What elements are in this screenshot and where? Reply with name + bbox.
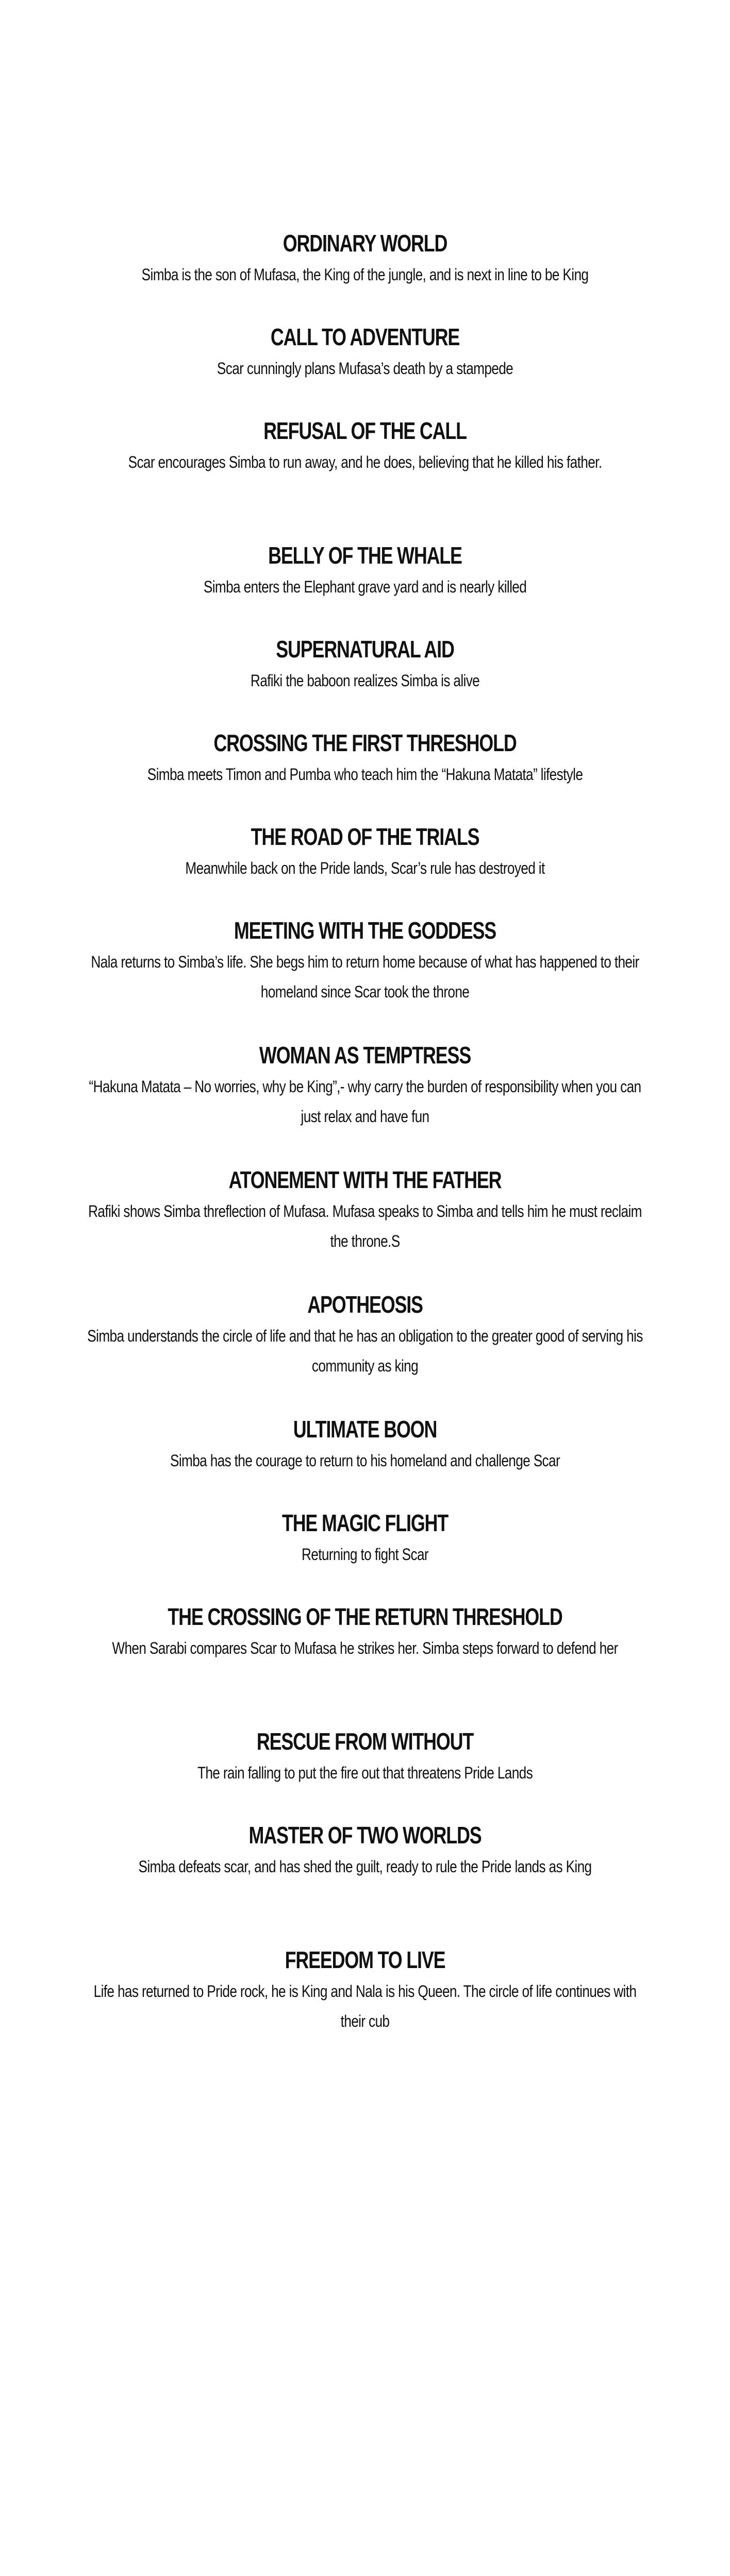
stage-description: The rain falling to put the fire out that threatens Pride Lands (197, 1764, 533, 1782)
stage-description: Meanwhile back on the Pride lands, Scar’s rule has destroyed it (185, 859, 545, 877)
stage-the-magic-flight (72, 1506, 658, 1600)
stage-title: CROSSING THE FIRST THRESHOLD (213, 730, 517, 756)
stage-call-to-adventure (72, 320, 658, 414)
stage-atonement-with-the-father (72, 1163, 658, 1288)
stage-supernatural-aid (72, 633, 658, 726)
stage-title: WOMAN AS TEMPTRESS (259, 1042, 471, 1069)
stage-title: BELLY OF THE WHALE (268, 542, 462, 569)
stage-title: MEETING WITH THE GODDESS (234, 917, 496, 944)
stage-ordinary-world (72, 227, 658, 320)
stage-refusal-of-the-call (72, 414, 658, 539)
stage-title: ORDINARY WORLD (283, 230, 447, 257)
stage-freedom-to-live (72, 1943, 658, 2068)
stage-belly-of-the-whale (72, 539, 658, 633)
stage-description: Simba meets Timon and Pumba who teach him the “Hakuna Matata” lifestyle (147, 765, 583, 784)
stage-title: SUPERNATURAL AID (276, 636, 454, 663)
stage-the-road-of-the-trials (72, 820, 658, 914)
stage-title: ULTIMATE BOON (293, 1416, 437, 1443)
stage-description: Life has returned to Pride rock, he is King and Nala is his Queen. The circle of life continues with their cub (93, 1982, 637, 2030)
stage-description: Rafiki the baboon realizes Simba is alive (250, 671, 480, 690)
stage-apotheosis (72, 1288, 658, 1413)
stage-title: APOTHEOSIS (307, 1291, 423, 1318)
stage-ultimate-boon (72, 1413, 658, 1506)
stage-title: THE MAGIC FLIGHT (281, 1510, 449, 1536)
stage-description: Simba defeats scar, and has shed the guilt, ready to rule the Pride lands as King (138, 1857, 592, 1876)
stage-description: Simba has the courage to return to his homeland and challenge Scar (170, 1451, 560, 1470)
stage-crossing-the-first-threshold (72, 726, 658, 820)
stage-title: REFUSAL OF THE CALL (263, 417, 467, 444)
stage-description: Simba understands the circle of life and that he has an obligation to the greater good of serving his community as king (87, 1327, 643, 1375)
stage-title: THE ROAD OF THE TRIALS (251, 823, 479, 850)
stage-description: Simba is the son of Mufasa, the King of the jungle, and is next in line to be King (141, 265, 589, 284)
stage-description: “Hakuna Matata – No worries, why be King”,- why carry the burden of responsibility when you can just relax and have fun (89, 1077, 641, 1126)
stage-description: Nala returns to Simba’s life. She begs him to return home because of what has happened to their homeland since Scar took the throne (91, 953, 639, 1001)
stage-rescue-from-without (72, 1725, 658, 1819)
stage-master-of-two-worlds (72, 1819, 658, 1943)
stage-description: Rafiki shows Simba threflection of Mufasa. Mufasa speaks to Simba and tells him he must reclaim the throne.S (88, 1202, 642, 1250)
stage-woman-as-temptress (72, 1039, 658, 1163)
stage-description: Scar encourages Simba to run away, and he does, believing that he killed his father. (128, 453, 602, 471)
stage-description: Scar cunningly plans Mufasa’s death by a stampede (217, 359, 513, 378)
stage-title: CALL TO ADVENTURE (270, 324, 460, 350)
hero-journey-list (72, 227, 658, 2068)
stage-title: MASTER OF TWO WORLDS (248, 1822, 482, 1849)
stage-title: THE CROSSING OF THE RETURN THRESHOLD (168, 1603, 562, 1630)
stage-meeting-with-the-goddess (72, 914, 658, 1039)
stage-title: ATONEMENT WITH THE FATHER (228, 1166, 502, 1193)
stage-description: Simba enters the Elephant grave yard and is nearly killed (203, 578, 527, 596)
stage-description: When Sarabi compares Scar to Mufasa he strikes her. Simba steps forward to defend her (112, 1639, 618, 1657)
stage-description: Returning to fight Scar (302, 1545, 428, 1564)
stage-title: RESCUE FROM WITHOUT (256, 1728, 474, 1755)
stage-the-crossing-of-the-return-threshold (72, 1600, 658, 1725)
stage-title: FREEDOM TO LIVE (285, 1946, 445, 1973)
